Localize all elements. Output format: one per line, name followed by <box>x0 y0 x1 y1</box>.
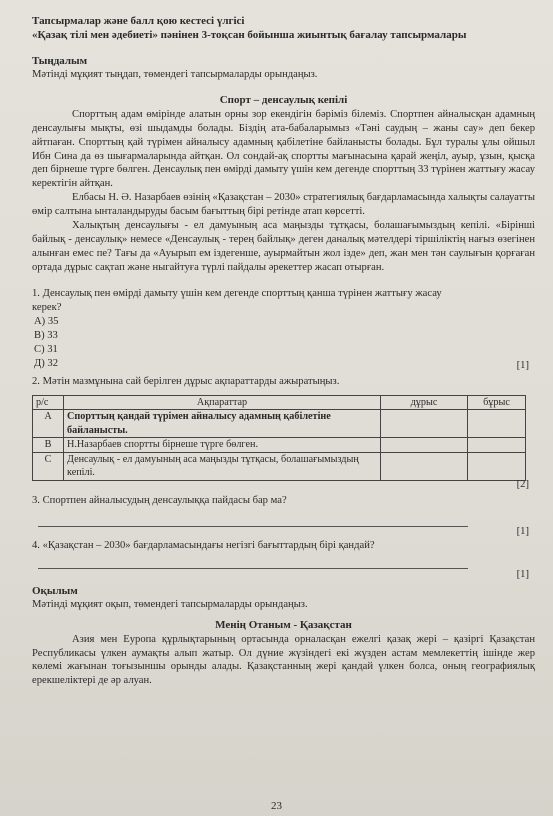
reading-instruction: Мәтінді мұқият оқып, төмендегі тапсырмаларды орындаңыз. <box>32 599 308 611</box>
listening-paragraph-1: Спорттың адам өмірінде алатын орны зор екендігін бәріміз білеміз. Спортпен айналысқан адамның денсаулығы мықты, өзі шыдамды болады. Біздің ата-бабаларымыз «Тәні саудың – жаны сау» деп бекер айтпаған. Спорттың қай түрімен айналысу адамның қабілетіне байланысты болады. Бұл туралы ұлы ойшыл Ибн Сина да өз шығармаларында айтқан. Ол сондай-ақ спортты мағынасына қарай жеңіл, ауыр, ұзын, қысқа деп бірнеше түрге бөлген. Денсаулық пен өмірді дамыту үшін кем дегенде спорттың 33 түрінен жаттығу жасау керектігін айтқан. <box>32 108 535 190</box>
listening-paragraph-2: Елбасы Н. Ә. Назарбаев өзінің «Қазақстан – 2030» стратегиялық бағдарламасында халықты салауатты өмір салтына ынталандыруды басым бағыттың бірі ретінде атап көрсетті. <box>32 192 535 218</box>
row-id: В <box>33 438 64 452</box>
question-1-mark: [1] <box>516 360 529 372</box>
option-b[interactable]: В) 33 <box>34 330 58 342</box>
col-header-false: бұрыс <box>468 395 526 409</box>
question-3-mark: [1] <box>516 525 529 537</box>
reading-text-title: Менің Отаным - Қазақстан <box>215 619 352 632</box>
table-row <box>33 438 526 452</box>
true-cell[interactable] <box>381 452 468 480</box>
listening-paragraph-3: Халықтың денсаулығы - ел дамуының аса маңызды тұтқасы, болашағымыздың кепілі. «Бірінші байлық - денсаулық» немесе «Денсаулық - терең байлық» деген даналық мәтелдері тіршіліктің нағыз өзегінен алынған емес пе? Тағы да «Ауырып ем іздегенше, ауырмайтын жол ізде» деп, жан мен тән саулығын қорғаған ортада дұрыс сақтап және ныгайтуға түрлі пайдалы әрекеттер жасап отырған. <box>32 220 535 274</box>
info-table-header <box>33 395 526 409</box>
header-line-1: Тапсырмалар және балл қою кестесі үлгісі <box>32 15 245 27</box>
row-info: Спорттың қандай түрімен айналысу адамның қабілетіне байланысты. <box>64 410 381 438</box>
col-header-number: р/с <box>33 395 64 409</box>
option-c[interactable]: С) 31 <box>34 344 58 356</box>
col-header-true: дұрыс <box>381 395 468 409</box>
option-d[interactable]: Д) 32 <box>34 358 58 370</box>
option-a[interactable]: А) 35 <box>34 316 59 328</box>
reading-heading: Оқылым <box>32 584 78 597</box>
listening-text-title: Спорт – денсаулық кепілі <box>219 94 348 107</box>
col-header-info: Ақпараттар <box>64 395 381 409</box>
table-row <box>33 452 526 480</box>
question-2-text: 2. Мәтін мазмұнына сай берілген дұрыс ақпараттарды ажыратыңыз. <box>32 376 340 387</box>
listening-instruction: Мәтінді мұқият тыңдап, төмендегі тапсырмаларды орындаңыз. <box>32 69 318 81</box>
question-1 <box>32 287 535 373</box>
false-cell[interactable] <box>468 410 526 438</box>
question-4-mark: [1] <box>516 568 529 580</box>
row-info: Денсаулық - ел дамуының аса маңызды тұтқасы, болашағымыздың кепілі. <box>64 452 381 480</box>
header-line-2: «Қазақ тілі мен әдебиеті» пәнінен 3-тоқсан бойынша жиынтық бағалау тапсырмалары <box>32 29 467 42</box>
false-cell[interactable] <box>468 438 526 452</box>
question-3-text: 3. Спортпен айналысудың денсаулыққа пайдасы бар ма? <box>32 494 287 506</box>
false-cell[interactable] <box>468 452 526 480</box>
table-row <box>33 410 526 438</box>
question-4-text: 4. «Қазақстан – 2030» бағдарламасындағы негізгі бағыттардың бірі қандай? <box>32 539 375 551</box>
true-cell[interactable] <box>381 410 468 438</box>
question-1-text: 1. Денсаулық пен өмірді дамыту үшін кем дегенде спорттың қанша түрінен жаттығу жасау керек? <box>32 288 442 314</box>
reading-paragraph: Азия мен Еуропа құрлықтарының ортасында орналасқан ежелгі қазақ жері – қазіргі Қазақстан Республикасы үлкен аумақты алып жатыр. Ол дүние жүзіндегі екі жүзден астам мемлекеттің ішінде жер көлемі жағынан тоғызыншы орынды алады. Қазақстанның жері қандай үлкен болса, оның географиялық ерекшеліктері де әр алуан. <box>32 633 535 687</box>
info-table <box>32 395 526 481</box>
true-cell[interactable] <box>381 438 468 452</box>
row-id: А <box>33 410 64 438</box>
row-info: Н.Назарбаев спортты бірнеше түрге бөлген. <box>64 438 381 452</box>
row-id: С <box>33 452 64 480</box>
listening-heading: Тыңдалым <box>32 54 88 67</box>
question-2-mark: [2] <box>516 478 529 490</box>
page-number: 23 <box>271 800 282 813</box>
